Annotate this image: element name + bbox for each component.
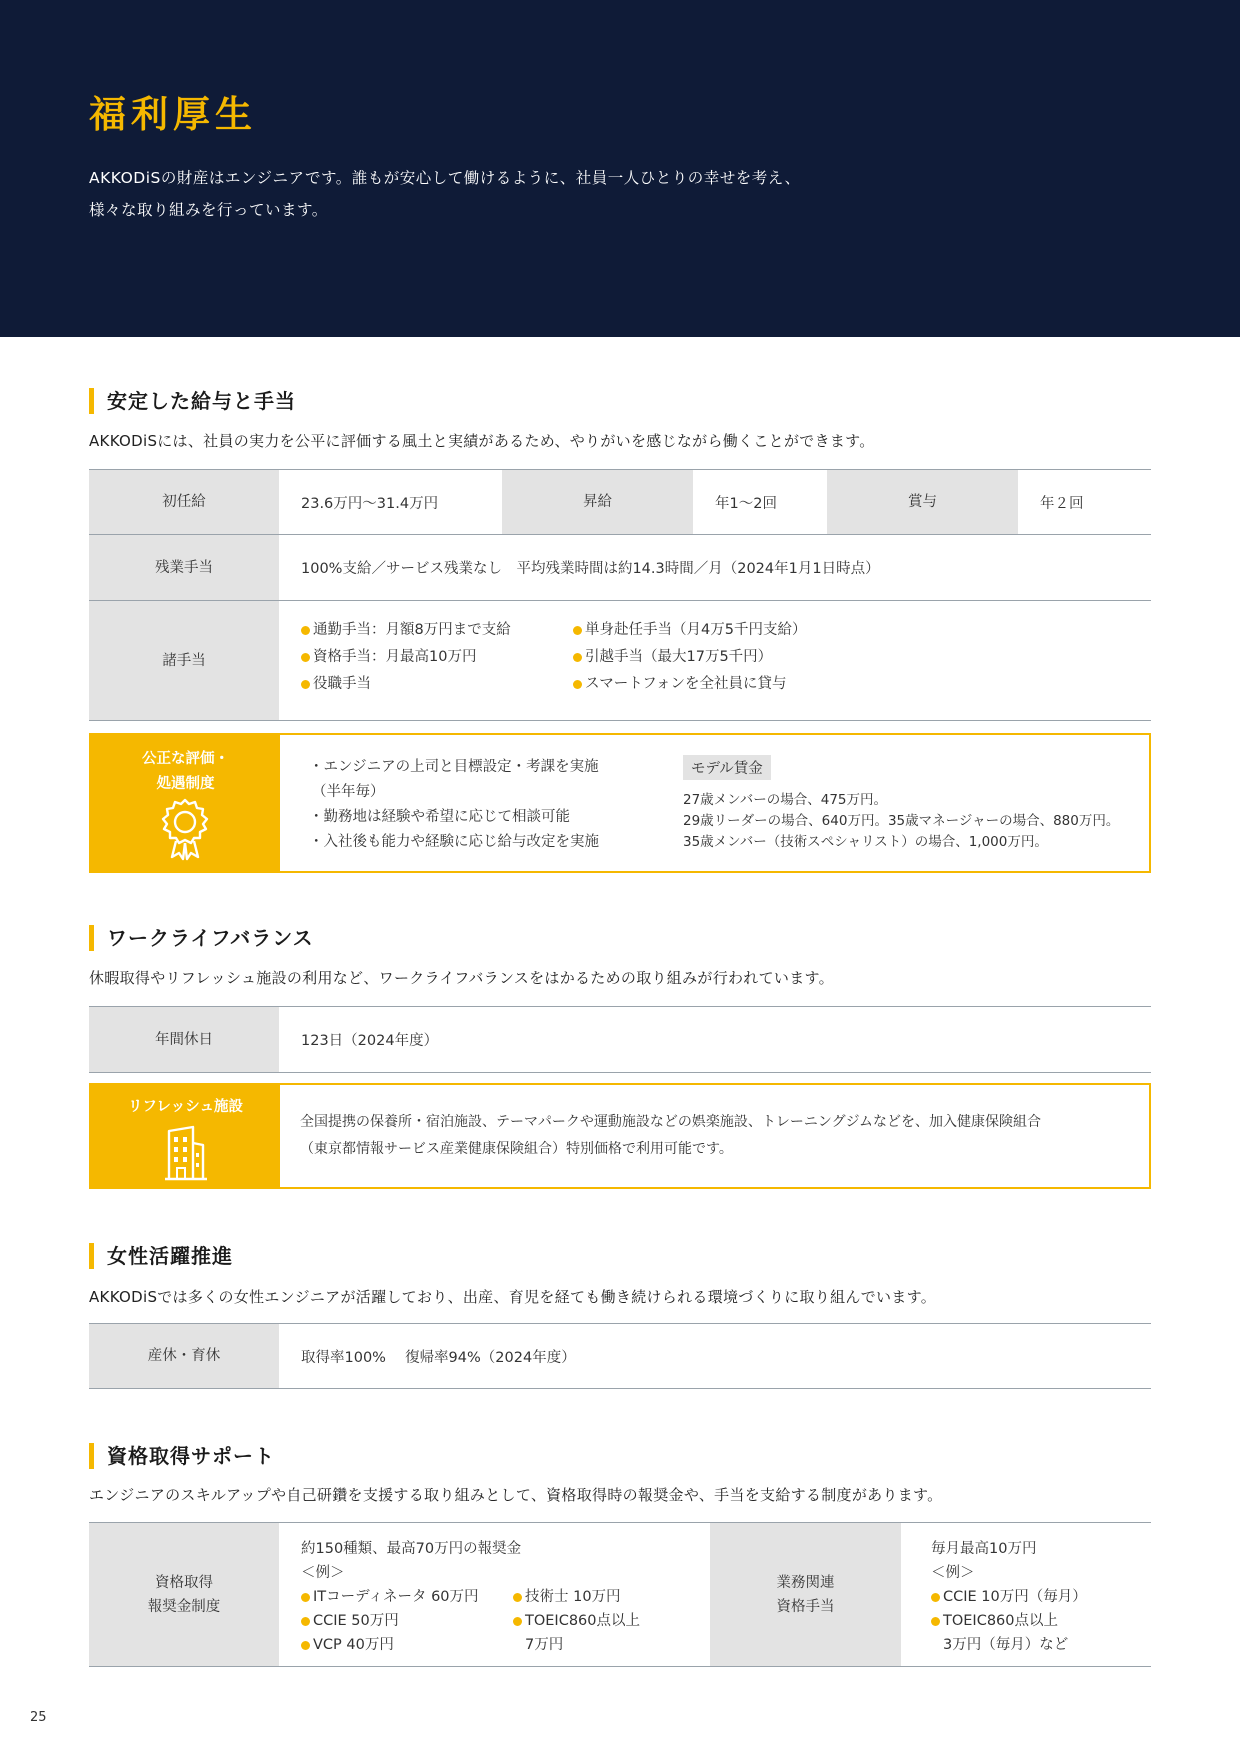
list-item: CCIE 10万円（毎月）	[931, 1585, 1151, 1609]
section-title-salary: 安定した給与と手当	[89, 388, 296, 414]
cell-header: 賞与	[827, 470, 1018, 534]
cell-header: 産休・育休	[89, 1324, 279, 1388]
refresh-box-header: リフレッシュ施設	[91, 1085, 280, 1187]
table-row	[89, 600, 1151, 721]
bullet-dot-icon	[931, 1593, 940, 1602]
allowance-col-right	[573, 617, 806, 698]
refresh-box-body: 全国提携の保養所・宿泊施設、テーマパークや運動施設などの娯楽施設、トレーニングジムなどを、加入健康保険組合 （東京都情報サービス産業健康保険組合）特別価格で利用可能です。	[300, 1114, 1042, 1157]
bullet-dot-icon	[931, 1617, 940, 1626]
model-wage	[683, 755, 1119, 853]
cell-value: 23.6万円〜31.4万円	[301, 495, 439, 512]
list-item: ・勤務地は経験や希望に応じて相談可能	[309, 809, 570, 825]
cell-value: 100%支給／サービス残業なし 平均残業時間は約14.3時間／月（2024年1月1日時点）	[301, 561, 880, 577]
cert-table	[89, 1522, 1151, 1667]
list-item: ・エンジニアの上司と目標設定・考課を実施	[309, 759, 599, 775]
hero-description: AKKODiSの財産はエンジニアです。誰もが安心して働けるように、社員一人ひとりの幸せを考え、 様々な取り組みを行っています。	[89, 169, 801, 219]
reward-examples	[301, 1585, 710, 1657]
salary-table	[89, 469, 1151, 721]
building-icon	[163, 1125, 209, 1181]
award-rosette-icon	[157, 797, 213, 861]
bullet-dot-icon	[301, 680, 310, 689]
bullet-dot-icon	[573, 626, 582, 635]
list-item: スマートフォンを全社員に貸与	[573, 671, 806, 698]
cell-value: 年1〜2回	[715, 495, 777, 512]
table-row	[89, 469, 1151, 534]
list-item: TOEIC860点以上	[513, 1609, 640, 1633]
bullet-dot-icon	[301, 653, 310, 662]
evaluation-box-body	[280, 735, 1149, 871]
list-item: VCP 40万円	[301, 1633, 513, 1657]
page-title: 福利厚生	[89, 93, 257, 136]
list-item: 技術士 10万円	[513, 1585, 640, 1609]
list-item: ITコーディネータ 60万円	[301, 1585, 513, 1609]
evaluation-list	[309, 755, 599, 855]
bullet-dot-icon	[513, 1593, 522, 1602]
cell-value: 取得率100% 復帰率94%（2024年度）	[301, 1349, 576, 1366]
list-item: 資格手当：月最高10万円	[301, 644, 573, 671]
table-row	[89, 1522, 1151, 1667]
list-item: 引越手当（最大17万5千円）	[573, 644, 806, 671]
section-title-cert: 資格取得サポート	[89, 1443, 275, 1469]
cell-value-allowance: 毎月最高10万円 ＜例＞ CCIE 10万円（毎月） TOEIC860点以上 3万円（毎月）など	[901, 1523, 1151, 1666]
bullet-dot-icon	[301, 626, 310, 635]
table-row	[89, 1323, 1151, 1389]
reward-col-right: 技術士 10万円 TOEIC860点以上 7万円	[513, 1585, 640, 1657]
bullet-dot-icon	[301, 1641, 310, 1650]
list-item: ・入社後も能力や経験に応じ給与改定を実施	[309, 834, 599, 850]
model-wage-lines: 27歳メンバーの場合、475万円。 29歳リーダーの場合、640万円。35歳マネージャーの場合、880万円。 35歳メンバー（技術スペシャリスト）の場合、1,000万円。	[683, 792, 1120, 850]
allowance-list	[279, 601, 1151, 720]
table-row	[89, 534, 1151, 600]
cell-header: 残業手当	[89, 535, 279, 600]
section-desc-wlb: 休暇取得やリフレッシュ施設の利用など、ワークライフバランスをはかるための取り組みが行われています。	[89, 969, 834, 987]
section-desc-women: AKKODiSでは多くの女性エンジニアが活躍しており、出産、育児を経ても働き続けられる環境づくりに取り組んでいます。	[89, 1288, 936, 1306]
allowance-col-left	[301, 617, 573, 698]
refresh-box	[89, 1083, 1151, 1189]
model-wage-badge: モデル賃金	[683, 755, 771, 780]
cell-header: 初任給	[89, 470, 279, 534]
cell-value-reward: 約150種類、最高70万円の報奨金 ＜例＞ ITコーディネータ 60万円 CCIE 50万円 VCP 40万円 技術士 10万円 TOEIC860点以上 7万円	[279, 1523, 710, 1666]
cell-header: 資格取得 報奨金制度	[89, 1523, 279, 1666]
section-desc-salary: AKKODiSには、社員の実力を公平に評価する風土と実績があるため、やりがいを感じながら働くことができます。	[89, 432, 875, 450]
table-row	[89, 1006, 1151, 1073]
list-item: （半年毎）	[312, 784, 385, 800]
section-title-wlb: ワークライフバランス	[89, 925, 314, 951]
cell-header: 諸手当	[89, 601, 279, 720]
page-number: 25	[30, 1710, 47, 1725]
bullet-dot-icon	[573, 653, 582, 662]
list-item: 単身赴任手当（月4万5千円支給）	[573, 617, 806, 644]
list-item: CCIE 50万円	[301, 1609, 513, 1633]
list-item: TOEIC860点以上	[931, 1609, 1151, 1633]
reward-col-left	[301, 1585, 513, 1657]
cell-header: 昇給	[502, 470, 693, 534]
bullet-dot-icon	[573, 680, 582, 689]
section-desc-cert: エンジニアのスキルアップや自己研鑽を支援する取り組みとして、資格取得時の報奨金や、手当を支給する制度があります。	[89, 1486, 943, 1504]
section-title-women: 女性活躍推進	[89, 1243, 233, 1269]
bullet-dot-icon	[301, 1593, 310, 1602]
cell-value: 年２回	[1040, 495, 1084, 512]
cell-header: 年間休日	[89, 1007, 279, 1072]
list-item: 役職手当	[301, 671, 573, 698]
cell-header: 業務関連 資格手当	[710, 1523, 901, 1666]
wlb-table	[89, 1006, 1151, 1073]
hero-banner	[0, 0, 1240, 337]
evaluation-box	[89, 733, 1151, 873]
bullet-dot-icon	[513, 1617, 522, 1626]
evaluation-box-header: 公正な評価・ 処遇制度	[91, 735, 280, 871]
women-table	[89, 1323, 1151, 1389]
cell-value: 123日（2024年度）	[301, 1033, 439, 1049]
bullet-dot-icon	[301, 1617, 310, 1626]
list-item: 通勤手当：月額8万円まで支給	[301, 617, 573, 644]
